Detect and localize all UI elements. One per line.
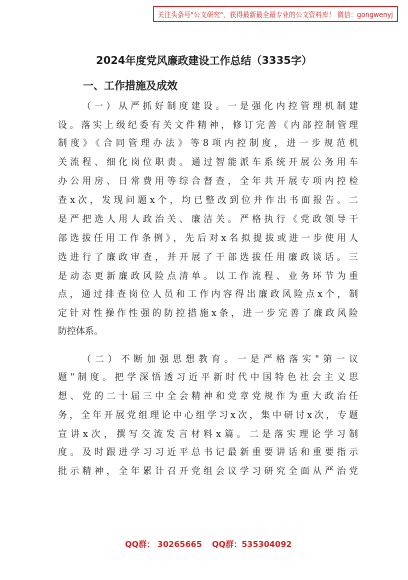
- body-line: 想、党的二十届三中全会精神和党章党规作为重大政治任: [58, 392, 358, 402]
- body-line: 定针对性操作性强的防控措施x条，进一步完善了廉政风险: [58, 309, 358, 319]
- document-title: 2024年度党风廉政建设工作总结（3335字）: [96, 55, 312, 67]
- body-line: 度。及时跟进学习习近平总书记最新重要讲话和重要指示: [58, 448, 358, 458]
- body-line: 宣讲x次，撰写交流发言材料x篇。二是落实理论学习制: [58, 430, 358, 440]
- section-heading: 一、工作措施及成效: [83, 80, 178, 92]
- body-line: 设。落实上级纪委有关文件精神，修订完善《内部控制管理: [58, 121, 358, 131]
- body-line: （二）不断加强思想教育。一是严格落实"第一议: [82, 355, 358, 365]
- qq-group-1: QQ群： 30265665: [125, 540, 202, 549]
- body-line: 题"制度。把学深悟透习近平新时代中国特色社会主义思: [58, 373, 358, 383]
- body-line: 防控体系。: [58, 327, 104, 337]
- body-line: 制度》《合同管理办法》等8项内控制度，进一步规范机: [58, 139, 358, 149]
- body-line: 关流程、细化岗位职责。通过智能派车系统开展公务用车: [58, 158, 358, 168]
- body-line: （一）从严抓好制度建设。一是强化内控管理机制建: [82, 102, 358, 112]
- body-line: 是严把选人用人政治关、廉洁关。严格执行《党政领导干: [58, 215, 358, 225]
- body-line: 批示精神，全年累计召开党组会议学习研究全面从严治党: [58, 467, 358, 477]
- watermark-banner: 关注头条号"公文研究"，获得最新最全最专业的公文资料库！ 微信：gongwenyj: [153, 6, 398, 22]
- body-line: 是动态更新廉政风险点清单。以工作流程、业务环节为重: [58, 272, 358, 282]
- body-line: 务，全年开展党组理论中心组学习x次，集中研讨x次，专题: [58, 411, 358, 421]
- body-line: 查x次，发现问题x个，均已整改到位并作出书面报告。二: [58, 196, 358, 206]
- body-line: 办公用房、日常费用等综合督查，全年共开展专项内控检: [58, 177, 358, 187]
- body-line: 部选拔任用工作条例》，先后对x名拟提拔或进一步使用人: [58, 234, 358, 244]
- qq-group-2: QQ群：535304092: [212, 540, 292, 549]
- body-line: 选进行了廉政审查，并开展了干部选拔任用廉政谈话。三: [58, 253, 358, 263]
- body-line: 点，通过排查岗位人员和工作内容得出廉政风险点x个，制: [58, 290, 358, 300]
